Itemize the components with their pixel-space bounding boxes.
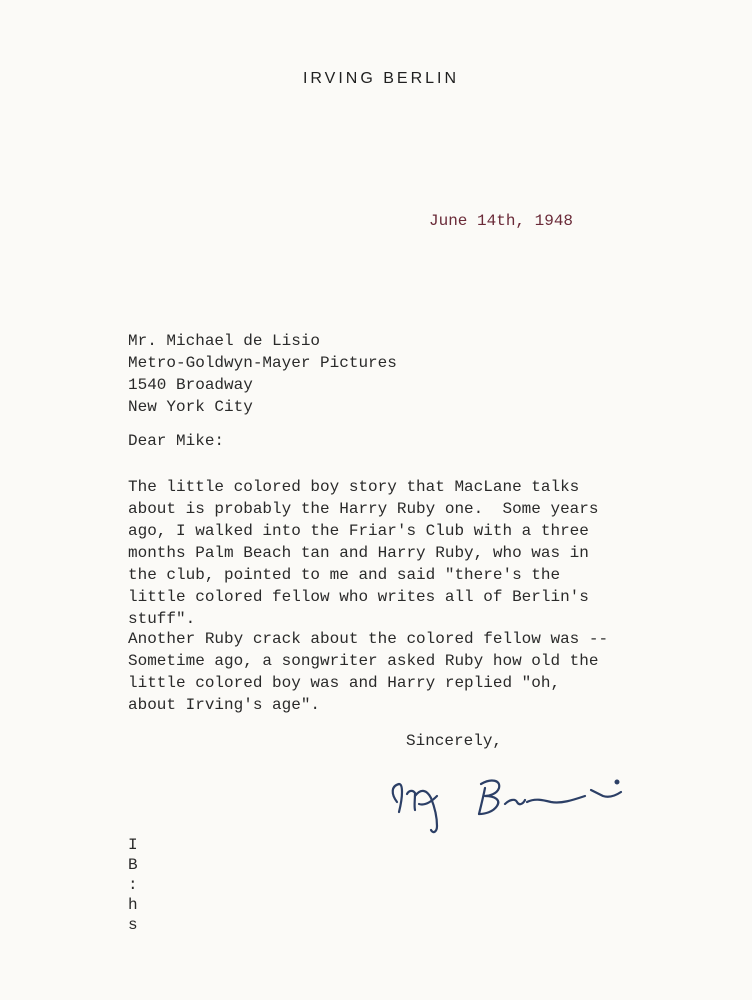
paragraph-line: the club, pointed to me and said "there's the (128, 566, 561, 584)
body-paragraph-1 (128, 476, 598, 630)
initial-char: h (128, 896, 138, 914)
paragraph-line: The little colored boy story that MacLane talks (128, 478, 580, 496)
address-line: Metro-Goldwyn-Mayer Pictures (128, 354, 397, 372)
paragraph-line: Sometime ago, a songwriter asked Ruby how old the (128, 652, 599, 670)
paragraph-line: Another Ruby crack about the colored fellow was -- (128, 630, 609, 648)
letter-date: June 14th, 1948 (429, 212, 574, 230)
paragraph-line: about is probably the Harry Ruby one. Some years (128, 500, 599, 518)
salutation: Dear Mike: (128, 432, 225, 450)
paragraph-line: months Palm Beach tan and Harry Ruby, who was in (128, 544, 589, 562)
initial-char: B (128, 856, 138, 874)
paragraph-line: little colored fellow who writes all of Berlin's (128, 588, 589, 606)
paragraph-line: about Irving's age". (128, 696, 321, 714)
typist-initials (128, 835, 138, 935)
paragraph-line: ago, I walked into the Friar's Club with a three (128, 522, 589, 540)
initial-char: I (128, 836, 138, 854)
address-line: New York City (128, 398, 253, 416)
body-paragraph-2 (128, 628, 608, 716)
address-line: Mr. Michael de Lisio (128, 332, 321, 350)
letterhead: IRVING BERLIN (302, 70, 460, 87)
initial-char: s (128, 916, 138, 934)
paragraph-line: little colored boy was and Harry replied "oh, (128, 674, 561, 692)
paragraph-line: stuff". (128, 610, 196, 628)
handwritten-signature (385, 760, 635, 840)
recipient-address (128, 330, 397, 418)
address-line: 1540 Broadway (128, 376, 253, 394)
initial-char: : (128, 876, 138, 894)
closing: Sincerely, (406, 732, 503, 750)
